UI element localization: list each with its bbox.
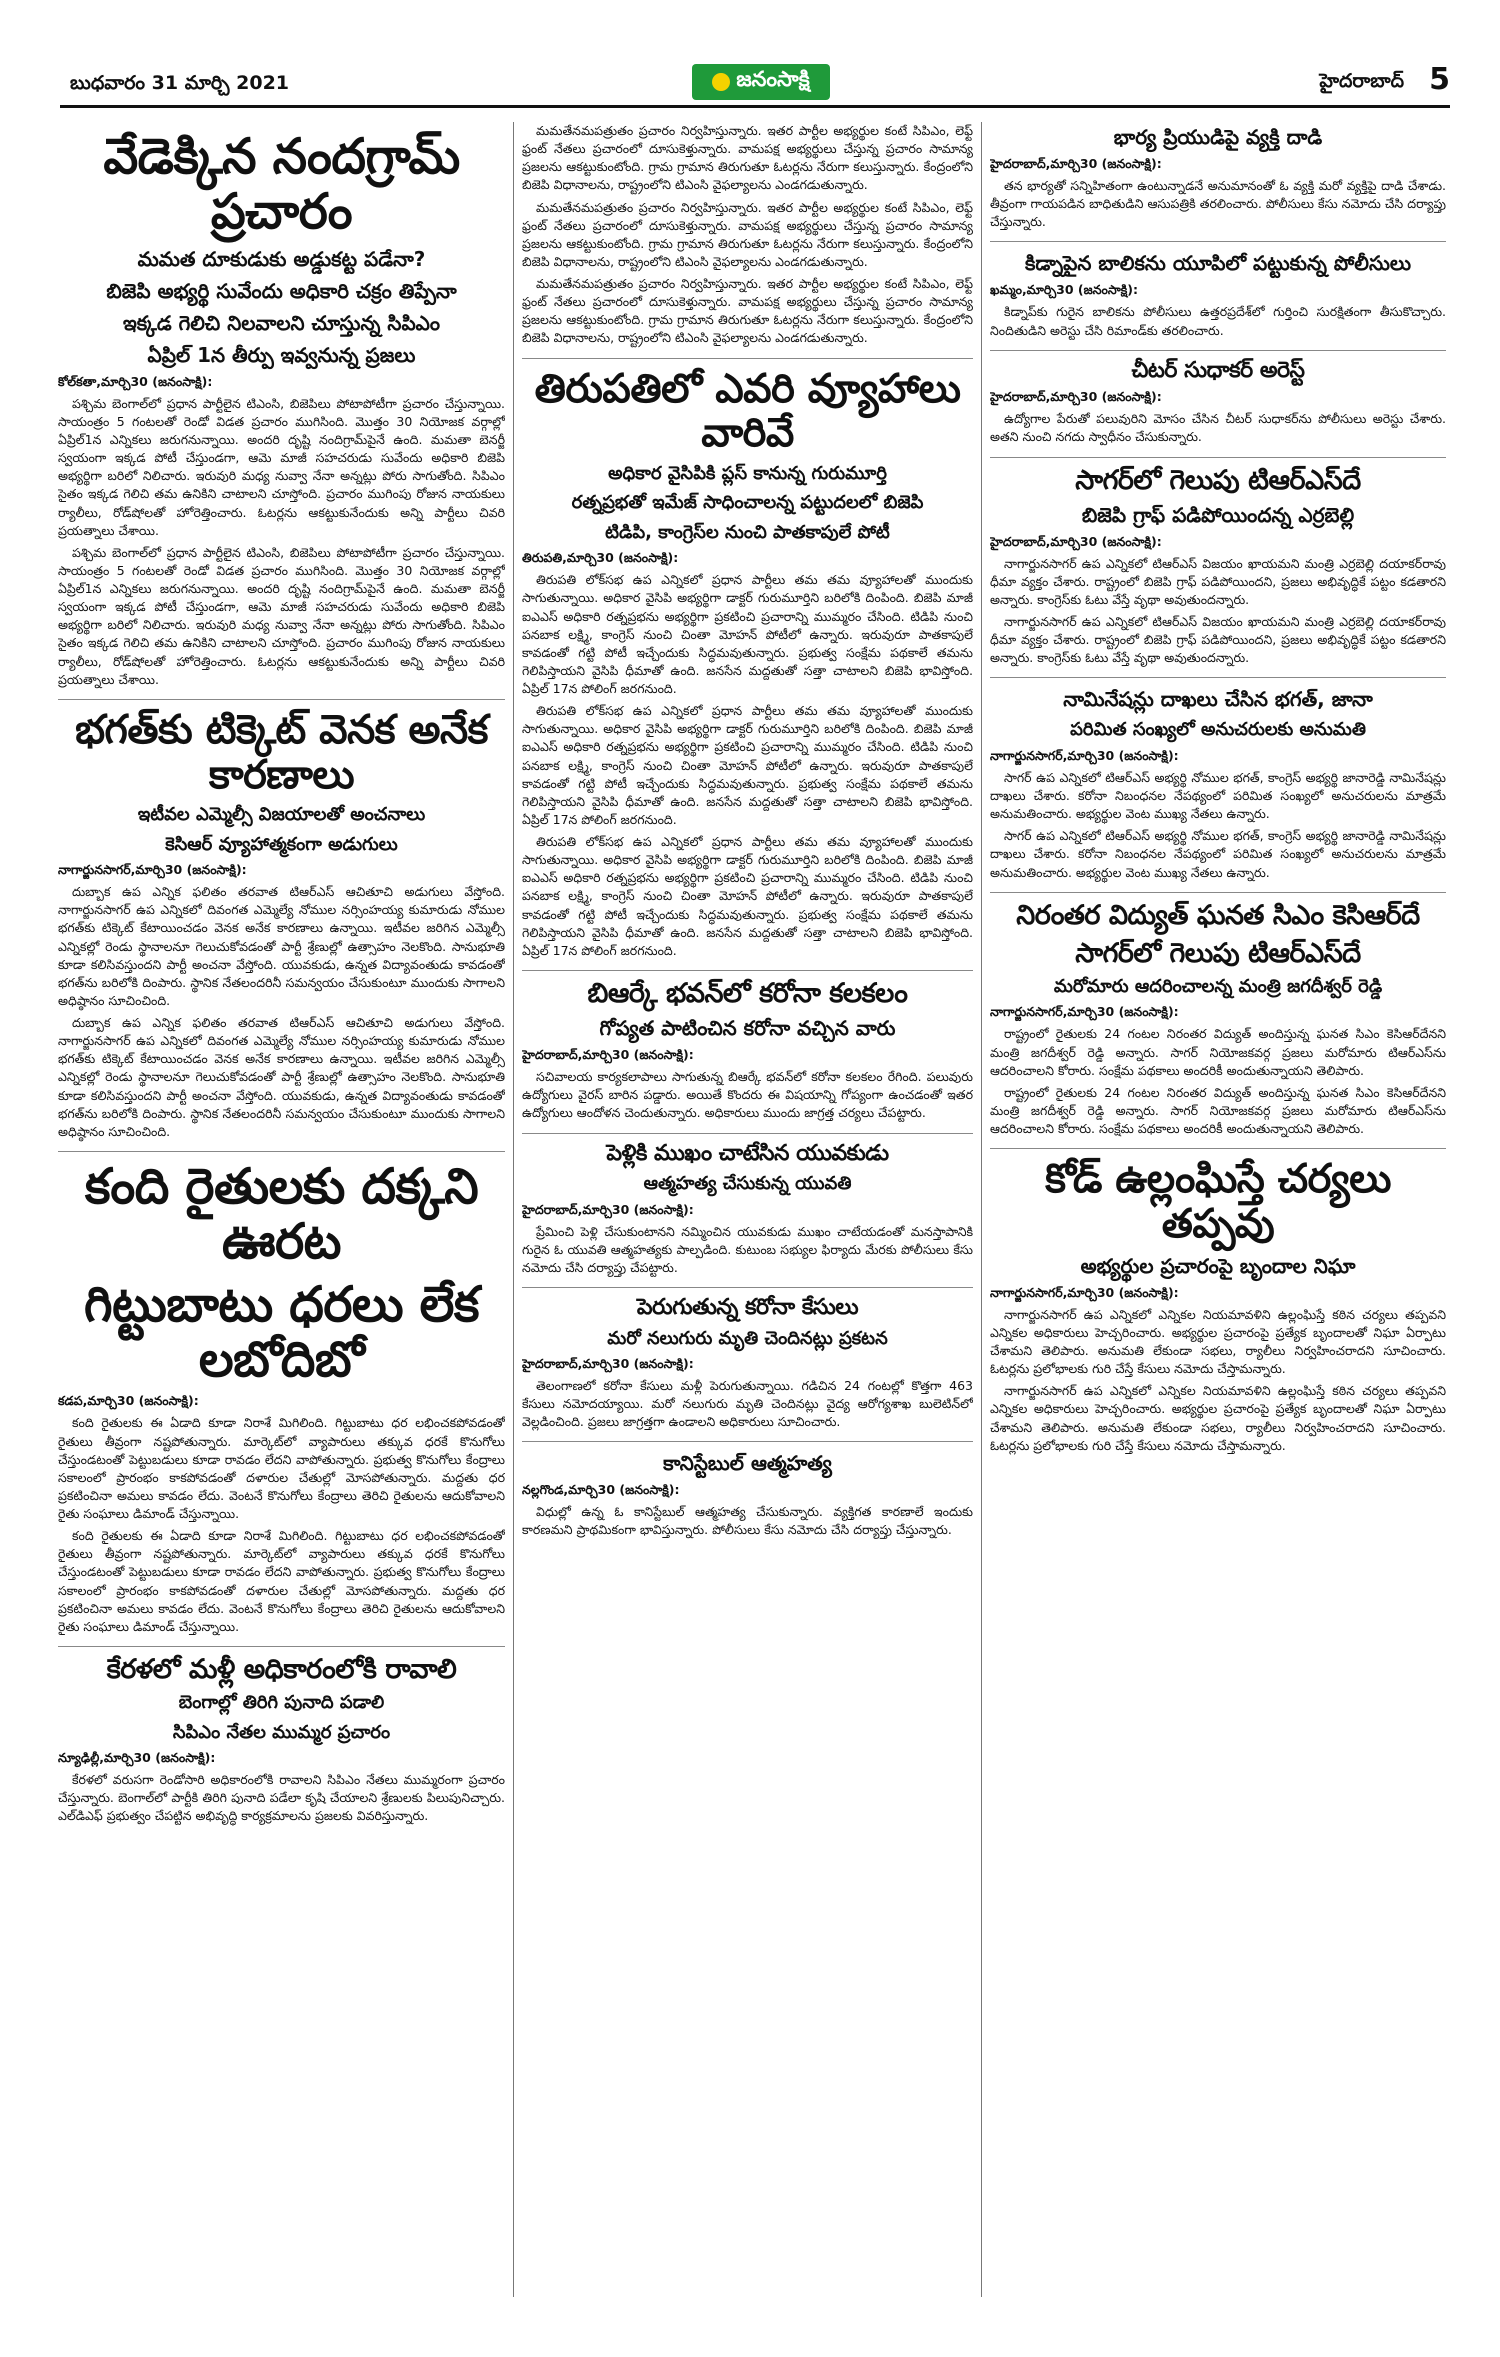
column-1 [58,122,505,2297]
article-nominations [990,686,1446,881]
deck: మమత దూకుడుకు అడ్డుకట్ట పడేనా? [137,246,426,271]
headline: తిరుపతిలో ఎవరి వ్యూహాలు వారివే [534,365,961,457]
deck: బెంగాల్లో తిరిగి పునాది పడాలి [178,1692,385,1714]
dateline: నాగార్జునసాగర్‌,మార్చి30 (జనంసాక్షి): [990,747,1179,763]
article-body: నాగార్జునసాగర్‌ ఉప ఎన్నికలో ఎన్నికల నియమావళిని ఉల్లంఘిస్తే కఠిన చర్యలు తప్పవని ఎన్నికల అధికారులు హెచ్చరించారు. అభ్యర్థుల ప్రచారంపై ప్రత్యేక బృందాలతో నిఘా ఏర్పాటు చేశామని తెలిపారు. అనుమతి లేకుండా సభలు, ర్యాలీలు నిర్వహించరాదని సూచించారు. ఓటర్లను ప్రలోభాలకు గురి చేస్తే కేసులు నమోదు చేస్తామన్నారు. [990,1383,1446,1453]
headline: భగత్‌కు టిక్కెట్‌ వెనక అనేక కారణాలు [75,706,488,798]
article-body: దుబ్బాక ఉప ఎన్నిక ఫలితం తరవాత టిఆర్‌ఎస్‌ ఆచితూచి అడుగులు వేస్తోంది. నాగార్జునసాగర్‌ ఉప ఎన్నికలో దివంగత ఎమ్మెల్యే నోముల నర్సింహయ్య కుమారుడు నోముల భగత్‌కు టిక్కెట్‌ కేటాయించడం వెనక అనేక కారణాలు ఉన్నాయి. ఇటీవల జరిగిన ఎమ్మెల్సీ ఎన్నికల్లో రెండు స్థానాలనూ గెలుచుకోవడంతో పార్టీ శ్రేణుల్లో ఉత్సాహం నెలకొంది. సానుభూతి కూడా కలిసివస్తుందని పార్టీ అంచనా వేస్తోంది. యువకుడు, ఉన్నత విద్యావంతుడు కావడంతో భగత్‌ను బరిలోకి దింపారు. స్థానిక నేతలందరినీ సమన్వయం చేసుకుంటూ ముందుకు సాగాలని అధిష్ఠానం సూచించింది. [58,884,505,1008]
article-nandigram [58,130,505,689]
article-body: తిరుపతి లోక్‌సభ ఉప ఎన్నికలో ప్రధాన పార్టీలు తమ తమ వ్యూహాలతో ముందుకు సాగుతున్నాయి. అధికార వైసిపి అభ్యర్థిగా డాక్టర్‌ గురుమూర్తిని బరిలోకి దింపింది. బిజెపి మాజీ ఐఎఎస్‌ అధికారి రత్నప్రభను అభ్యర్థిగా ప్రకటించి ప్రచారాన్ని ముమ్మరం చేసింది. టిడిపి నుంచి పనబాక లక్ష్మి, కాంగ్రెస్‌ నుంచి చింతా మోహన్‌ పోటీలో ఉన్నారు. ఇరువురూ పాతకాపులే కావడంతో గట్టి పోటీ ఇచ్చేందుకు సిద్ధమవుతున్నారు. ప్రభుత్వ సంక్షేమ పథకాలే తమను గెలిపిస్తాయని వైసిపి ధీమాతో ఉంది. జనసేన మద్దతుతో సత్తా చాటాలని బిజెపి భావిస్తోంది. ఏప్రిల్‌ 17న పోలింగ్‌ జరగనుంది. [522,572,973,697]
headline: కిడ్నాపైన బాలికను యూపిలో పట్టుకున్న పోలీసులు [1024,251,1412,276]
column-divider [981,122,982,2297]
article-kidnap [990,250,1446,339]
divider [522,1441,973,1442]
dateline: హైదరాబాద్‌,మార్చి30 (జనంసాక్షి): [522,1201,694,1217]
article-attack [990,124,1446,231]
deck: ఇటీవల ఎమ్మెల్సీ విజయాలతో అంచనాలు [137,804,426,826]
deck: రత్నప్రభతో ఇమేజ్‌ సాధించాలన్న పట్టుదలలో బిజెపి [571,492,924,514]
masthead-rule [60,105,1450,108]
divider [522,1133,973,1134]
article-body: విధుల్లో ఉన్న ఓ కానిస్టేబుల్‌ ఆత్మహత్య చేసుకున్నారు. వ్యక్తిగత కారణాలే ఇందుకు కారణమని ప్రాథమికంగా భావిస్తున్నారు. పోలీసులు కేసు నమోదు చేసి దర్యాప్తు చేస్తున్నారు. [522,1504,973,1538]
divider [58,699,505,700]
article-body: తిరుపతి లోక్‌సభ ఉప ఎన్నికలో ప్రధాన పార్టీలు తమ తమ వ్యూహాలతో ముందుకు సాగుతున్నాయి. అధికార వైసిపి అభ్యర్థిగా డాక్టర్‌ గురుమూర్తిని బరిలోకి దింపింది. బిజెపి మాజీ ఐఎఎస్‌ అధికారి రత్నప్రభను అభ్యర్థిగా ప్రకటించి ప్రచారాన్ని ముమ్మరం చేసింది. టిడిపి నుంచి పనబాక లక్ష్మి, కాంగ్రెస్‌ నుంచి చింతా మోహన్‌ పోటీలో ఉన్నారు. ఇరువురూ పాతకాపులే కావడంతో గట్టి పోటీ ఇచ్చేందుకు సిద్ధమవుతున్నారు. ప్రభుత్వ సంక్షేమ పథకాలే తమను గెలిపిస్తాయని వైసిపి ధీమాతో ఉంది. జనసేన మద్దతుతో సత్తా చాటాలని బిజెపి భావిస్తోంది. ఏప్రిల్‌ 17న పోలింగ్‌ జరగనుంది. [522,703,973,827]
deck: ఆత్మహత్య చేసుకున్న యువతి [643,1173,852,1195]
article-body: కంది రైతులకు ఈ ఏడాది కూడా నిరాశే మిగిలింది. గిట్టుబాటు ధర లభించకపోవడంతో రైతులు తీవ్రంగా నష్టపోతున్నారు. మార్కెట్‌లో వ్యాపారులు తక్కువ ధరకే కొనుగోలు చేస్తుండటంతో పెట్టుబడులు కూడా రావడం లేదని వాపోతున్నారు. ప్రభుత్వ కొనుగోలు కేంద్రాలు సకాలంలో ప్రారంభం కాకపోవడంతో దళారుల చేతుల్లో మోసపోతున్నారు. మద్దతు ధర ప్రకటించినా అమలు కావడం లేదు. వెంటనే కొనుగోలు కేంద్రాలు తెరిచి రైతులను ఆదుకోవాలని రైతు సంఘాలు డిమాండ్‌ చేస్తున్నాయి. [58,1415,505,1521]
deck: కెసిఆర్‌ వ్యూహాత్మకంగా అడుగులు [165,833,398,855]
article-brk-bhavan [522,979,973,1123]
article-tirupati [522,367,973,960]
article-body: కంది రైతులకు ఈ ఏడాది కూడా నిరాశే మిగిలింది. గిట్టుబాటు ధర లభించకపోవడంతో రైతులు తీవ్రంగా నష్టపోతున్నారు. మార్కెట్‌లో వ్యాపారులు తక్కువ ధరకే కొనుగోలు చేస్తుండటంతో పెట్టుబడులు కూడా రావడం లేదని వాపోతున్నారు. ప్రభుత్వ కొనుగోలు కేంద్రాలు సకాలంలో ప్రారంభం కాకపోవడంతో దళారుల చేతుల్లో మోసపోతున్నారు. మద్దతు ధర ప్రకటించినా అమలు కావడం లేదు. వెంటనే కొనుగోలు కేంద్రాలు తెరిచి రైతులను ఆదుకోవాలని రైతు సంఘాలు డిమాండ్‌ చేస్తున్నాయి. [58,1528,505,1634]
article-kerala [58,1655,505,1825]
article-body: పశ్చిమ బెంగాల్‌లో ప్రధాన పార్టీలైన టిఎంసి, బిజెపిలు పోటాపోటీగా ప్రచారం చేస్తున్నాయి. సాయంత్రం 5 గంటలతో రెండో విడత ప్రచారం ముగిసింది. మొత్తం 30 నియోజక వర్గాల్లో ఏప్రిల్‌1న ఎన్నికలు జరుగనున్నాయి. అందరి దృష్టి నందిగ్రామ్‌పైనే ఉంది. మమతా బెనర్జీ స్వయంగా ఇక్కడ పోటీ చేస్తుండగా, ఆమె మాజీ సహచరుడు సువేందు అధికారి బిజెపి అభ్యర్థిగా బరిలో నిలిచారు. ఇరువురి మధ్య నువ్వా నేనా అన్నట్లు పోరు సాగుతోంది. సిపిఎం సైతం ఇక్కడ గెలిచి తమ ఉనికిని చాటాలని చూస్తోంది. ప్రచారం ముగింపు రోజున నాయకులు ర్యాలీలు, రోడ్‌షోలతో హోరెత్తించారు. ఓటర్లను ఆకట్టుకునేందుకు అన్ని పార్టీలు చివరి ప్రయత్నాలు చేశాయి. [58,544,505,687]
headline: గిట్టుబాటు ధరలు లేక లబోదిబో [84,1275,479,1388]
dateline: ఖమ్మం,మార్చి30 (జనంసాక్షి): [990,282,1138,298]
divider [58,1151,505,1152]
article-body: దుబ్బాక ఉప ఎన్నిక ఫలితం తరవాత టిఆర్‌ఎస్‌ ఆచితూచి అడుగులు వేస్తోంది. నాగార్జునసాగర్‌ ఉప ఎన్నికలో దివంగత ఎమ్మెల్యే నోముల నర్సింహయ్య కుమారుడు నోముల భగత్‌కు టిక్కెట్‌ కేటాయించడం వెనక అనేక కారణాలు ఉన్నాయి. ఇటీవల జరిగిన ఎమ్మెల్సీ ఎన్నికల్లో రెండు స్థానాలనూ గెలుచుకోవడంతో పార్టీ శ్రేణుల్లో ఉత్సాహం నెలకొంది. సానుభూతి కూడా కలిసివస్తుందని పార్టీ అంచనా వేస్తోంది. యువకుడు, ఉన్నత విద్యావంతుడు కావడంతో భగత్‌ను బరిలోకి దింపారు. స్థానిక నేతలందరినీ సమన్వయం చేసుకుంటూ ముందుకు సాగాలని అధిష్ఠానం సూచించింది. [58,1015,505,1139]
article-body: నాగార్జునసాగర్‌ ఉప ఎన్నికలో టిఆర్‌ఎస్‌ విజయం ఖాయమని మంత్రి ఎర్రబెల్లి దయాకర్‌రావు ధీమా వ్యక్తం చేశారు. రాష్ట్రంలో బిజెపి గ్రాఫ్‌ పడిపోయిందని, ప్రజలు అభివృద్ధికే పట్టం కడతారని అన్నారు. కాంగ్రెస్‌కు ఓటు వేస్తే వృథా అవుతుందన్నారు. [990,614,1446,666]
article-suicide [522,1142,973,1277]
article-body: సచివాలయ కార్యకలాపాలు సాగుతున్న బిఆర్కే భవన్‌లో కరోనా కలకలం రేగింది. పలువురు ఉద్యోగులు వైరస్‌ బారిన పడ్డారు. అయితే కొందరు ఈ విషయాన్ని గోప్యంగా ఉంచడంతో ఇతర ఉద్యోగులు ఆందోళన చెందుతున్నారు. అధికారులు ముందు జాగ్రత్త చర్యలు చేపట్టారు. [522,1069,973,1121]
dateline: హైదరాబాద్‌,మార్చి30 (జనంసాక్షి): [522,1047,694,1063]
divider [990,677,1446,678]
divider [990,457,1446,458]
deck: సిపిఎం నేతల ముమ్మర ప్రచారం [172,1721,391,1743]
article-body: మమతేనమపత్రుతం ప్రచారం నిర్వహిస్తున్నారు. ఇతర పార్టీల అభ్యర్థుల కంటే సిపిఎం, లెఫ్ట్‌ ఫ్రంట్‌ నేతలు ప్రచారంలో దూసుకెళ్తున్నారు. వామపక్ష అభ్యర్థులు చేస్తున్న ప్రచారం సామాన్య ప్రజలను ఆకట్టుకుంటోంది. గ్రామ గ్రామాన తిరుగుతూ ఓటర్లను నేరుగా కలుస్తున్నారు. కేంద్రంలోని బిజెపి విధానాలను, రాష్ట్రంలోని టిఎంసి వైఫల్యాలను ఎండగడుతున్నారు. [522,199,973,269]
headline: సాగర్‌లో గెలుపు టిఆర్‌ఎస్‌దే [1075,464,1361,496]
page-number: 5 [1429,62,1450,97]
column-2 [522,122,973,2297]
deck: మరోమారు ఆదరించాలన్న మంత్రి జగదీశ్వర్‌ రెడ్డి [1053,976,1383,998]
article-body: తెలంగాణలో కరోనా కేసులు మళ్లీ పెరుగుతున్నాయి. గడిచిన 24 గంటల్లో కొత్తగా 463 కేసులు నమోదయ్యాయి. మరో నలుగురు మృతి చెందినట్లు వైద్య ఆరోగ్యశాఖ బులెటిన్‌లో వెల్లడించింది. ప్రజలు జాగ్రత్తగా ఉండాలని అధికారులు సూచించారు. [522,1377,973,1430]
article-power-supply [990,901,1446,1139]
newspaper-logo [692,64,830,100]
divider [990,241,1446,242]
article-cheater [990,359,1446,447]
article-body: నాగార్జునసాగర్‌ ఉప ఎన్నికలో ఎన్నికల నియమావళిని ఉల్లంఘిస్తే కఠిన చర్యలు తప్పవని ఎన్నికల అధికారులు హెచ్చరించారు. అభ్యర్థుల ప్రచారంపై ప్రత్యేక బృందాలతో నిఘా ఏర్పాటు చేశామని తెలిపారు. అనుమతి లేకుండా సభలు, ర్యాలీలు నిర్వహించరాదని సూచించారు. ఓటర్లను ప్రలోభాలకు గురి చేస్తే కేసులు నమోదు చేస్తామన్నారు. [990,1306,1446,1377]
deck: మరో నలుగురు మృతి చెందినట్లు ప్రకటన [607,1327,888,1349]
masthead [60,58,1450,108]
headline: పెరుగుతున్న కరోనా కేసులు [636,1294,859,1320]
article-code-violation [990,1157,1446,1455]
article-body: రాష్ట్రంలో రైతులకు 24 గంటల నిరంతర విద్యుత్‌ అందిస్తున్న ఘనత సిఎం కెసిఆర్‌దేనని మంత్రి జగదీశ్వర్‌ రెడ్డి అన్నారు. సాగర్‌ నియోజకవర్గ ప్రజలు మరోమారు టిఆర్‌ఎస్‌ను ఆదరించాలని కోరారు. సంక్షేమ పథకాలు అందరికీ అందుతున్నాయని తెలిపారు. [990,1026,1446,1078]
article-corona-cases [522,1296,973,1431]
article-body: మమతేనమపత్రుతం ప్రచారం నిర్వహిస్తున్నారు. ఇతర పార్టీల అభ్యర్థుల కంటే సిపిఎం, లెఫ్ట్‌ ఫ్రంట్‌ నేతలు ప్రచారంలో దూసుకెళ్తున్నారు. వామపక్ష అభ్యర్థులు చేస్తున్న ప్రచారం సామాన్య ప్రజలను ఆకట్టుకుంటోంది. గ్రామ గ్రామాన తిరుగుతూ ఓటర్లను నేరుగా కలుస్తున్నారు. కేంద్రంలోని బిజెపి విధానాలను, రాష్ట్రంలోని టిఎంసి వైఫల్యాలను ఎండగడుతున్నారు. [522,276,973,346]
divider [522,1287,973,1288]
dateline: హైదరాబాద్‌,మార్చి30 (జనంసాక్షి): [990,156,1162,171]
deck: ఇక్కడ గెలిచి నిలవాలని చూస్తున్న సిపిఎం [122,310,441,335]
article-body: కిడ్నాప్‌కు గురైన బాలికను పోలీసులు ఉత్తరప్రదేశ్‌లో గుర్తించి సురక్షితంగా తీసుకొచ్చారు. నిందితుడిని అరెస్టు చేసి రిమాండ్‌కు తరలించారు. [990,304,1446,338]
divider [522,358,973,359]
headline: పెళ్లికి ముఖం చాటేసిన యువకుడు [606,1140,889,1166]
headline: చీటర్‌ సుధాకర్‌ అరెస్ట్‌ [1131,357,1305,383]
article-body: నాగార్జునసాగర్‌ ఉప ఎన్నికలో టిఆర్‌ఎస్‌ విజయం ఖాయమని మంత్రి ఎర్రబెల్లి దయాకర్‌రావు ధీమా వ్యక్తం చేశారు. రాష్ట్రంలో బిజెపి గ్రాఫ్‌ పడిపోయిందని, ప్రజలు అభివృద్ధికే పట్టం కడతారని అన్నారు. కాంగ్రెస్‌కు ఓటు వేస్తే వృథా అవుతుందన్నారు. [990,555,1446,607]
deck: గోప్యత పాటించిన కరోనా వచ్చిన వారు [599,1016,896,1041]
headline: నిరంతర విద్యుత్‌ ఘనత సిఎం కెసిఆర్‌దే [1016,899,1420,931]
article-continued [522,122,973,348]
dateline: నాగార్జునసాగర్‌,మార్చి30 (జనంసాక్షి): [990,1004,1179,1020]
headline: సాగర్‌లో గెలుపు టిఆర్‌ఎస్‌దే [1075,937,1361,969]
article-body: ప్రేమించి పెళ్లి చేసుకుంటానని నమ్మించిన యువకుడు ముఖం చాటేయడంతో మనస్తాపానికి గురైన ఓ యువతి ఆత్మహత్యకు పాల్పడింది. కుటుంబ సభ్యుల ఫిర్యాదు మేరకు పోలీసులు కేసు నమోదు చేసి దర్యాప్తు చేపట్టారు. [522,1223,973,1275]
deck: అభ్యర్థుల ప్రచారంపై బృందాల నిఘా [1080,1253,1356,1278]
edition-city: హైదరాబాద్ [1319,70,1404,92]
deck: బిజెపి అభ్యర్థి సువేందు అధికారి చక్రం తిప్పేనా [106,278,457,303]
headline: నామినేషన్లు దాఖలు చేసిన భగత్‌, జానా [1063,687,1373,712]
deck: అధికార వైసిపికి ప్లస్‌ కానున్న గురుమూర్తి [608,463,887,485]
column-divider [513,122,514,2297]
article-kandi-farmers [58,1157,505,1636]
deck: బిజెపి గ్రాఫ్‌ పడిపోయిందన్న ఎర్రబెల్లి [1081,502,1355,527]
article-body: తిరుపతి లోక్‌సభ ఉప ఎన్నికలో ప్రధాన పార్టీలు తమ తమ వ్యూహాలతో ముందుకు సాగుతున్నాయి. అధికార వైసిపి అభ్యర్థిగా డాక్టర్‌ గురుమూర్తిని బరిలోకి దింపింది. బిజెపి మాజీ ఐఎఎస్‌ అధికారి రత్నప్రభను అభ్యర్థిగా ప్రకటించి ప్రచారాన్ని ముమ్మరం చేసింది. టిడిపి నుంచి పనబాక లక్ష్మి, కాంగ్రెస్‌ నుంచి చింతా మోహన్‌ పోటీలో ఉన్నారు. ఇరువురూ పాతకాపులే కావడంతో గట్టి పోటీ ఇచ్చేందుకు సిద్ధమవుతున్నారు. ప్రభుత్వ సంక్షేమ పథకాలే తమను గెలిపిస్తాయని వైసిపి ధీమాతో ఉంది. జనసేన మద్దతుతో సత్తా చాటాలని బిజెపి భావిస్తోంది. ఏప్రిల్‌ 17న పోలింగ్‌ జరగనుంది. [522,834,973,958]
divider [990,892,1446,893]
dateline: హైదరాబాద్‌,మార్చి30 (జనంసాక్షి): [990,533,1162,549]
dateline: నాగార్జునసాగర్‌,మార్చి30 (జనంసాక్షి): [58,862,247,878]
article-bhagat-ticket [58,708,505,1141]
deck: టిడిపి, కాంగ్రెస్‌ల నుంచి పాతకాపులే పోటీ [605,521,890,543]
issue-date: బుధవారం 31 మార్చి 2021 [70,72,290,94]
headline: భార్య ప్రియుడిపై వ్యక్తి దాడి [1113,125,1323,149]
article-constable [522,1450,973,1539]
headline: బిఆర్కే భవన్‌లో కరోనా కలకలం [587,977,908,1009]
divider [522,970,973,971]
dateline: కోల్‌కతా,మార్చి30 (జనంసాక్షి): [58,373,213,389]
headline: కోడ్‌ ఉల్లంఘిస్తే చర్యలు తప్పవు [1045,1156,1391,1248]
dateline: కడప,మార్చి30 (జనంసాక్షి): [58,1393,199,1409]
dateline: నాగార్జునసాగర్‌,మార్చి30 (జనంసాక్షి): [990,1284,1179,1300]
article-body: సాగర్‌ ఉప ఎన్నికలో టిఆర్‌ఎస్‌ అభ్యర్థి నోముల భగత్‌, కాంగ్రెస్‌ అభ్యర్థి జానారెడ్డి నామినేషన్లు దాఖలు చేశారు. కరోనా నిబంధనల నేపథ్యంలో పరిమిత సంఖ్యలో అనుచరులను మాత్రమే అనుమతించారు. అభ్యర్థుల వెంట ముఖ్య నేతలు ఉన్నారు. [990,769,1446,822]
divider [990,350,1446,351]
headline: కానిస్టేబుల్‌ ఆత్మహత్య [663,1451,832,1476]
article-body: తన భార్యతో సన్నిహితంగా ఉంటున్నాడనే అనుమానంతో ఓ వ్యక్తి మరో వ్యక్తిపై దాడి చేశాడు. తీవ్రంగా గాయపడిన బాధితుడిని ఆసుపత్రికి తరలించారు. పోలీసులు కేసు నమోదు చేసి దర్యాప్తు చేస్తున్నారు. [990,178,1446,230]
article-body: సాగర్‌ ఉప ఎన్నికలో టిఆర్‌ఎస్‌ అభ్యర్థి నోముల భగత్‌, కాంగ్రెస్‌ అభ్యర్థి జానారెడ్డి నామినేషన్లు దాఖలు చేశారు. కరోనా నిబంధనల నేపథ్యంలో పరిమిత సంఖ్యలో అనుచరులను మాత్రమే అనుమతించారు. అభ్యర్థుల వెంట ముఖ్య నేతలు ఉన్నారు. [990,828,1446,880]
article-body: పశ్చిమ బెంగాల్‌లో ప్రధాన పార్టీలైన టిఎంసి, బిజెపిలు పోటాపోటీగా ప్రచారం చేస్తున్నాయి. సాయంత్రం 5 గంటలతో రెండో విడత ప్రచారం ముగిసింది. మొత్తం 30 నియోజక వర్గాల్లో ఏప్రిల్‌1న ఎన్నికలు జరుగనున్నాయి. అందరి దృష్టి నందిగ్రామ్‌పైనే ఉంది. మమతా బెనర్జీ స్వయంగా ఇక్కడ పోటీ చేస్తుండగా, ఆమె మాజీ సహచరుడు సువేందు అధికారి బిజెపి అభ్యర్థిగా బరిలో నిలిచారు. ఇరువురి మధ్య నువ్వా నేనా అన్నట్లు పోరు సాగుతోంది. సిపిఎం సైతం ఇక్కడ గెలిచి తమ ఉనికిని చాటాలని చూస్తోంది. ప్రచారం ముగింపు రోజున నాయకులు ర్యాలీలు, రోడ్‌షోలతో హోరెత్తించారు. ఓటర్లను ఆకట్టుకునేందుకు అన్ని పార్టీలు చివరి ప్రయత్నాలు చేశాయి. [58,395,505,538]
divider [58,1646,505,1647]
article-body: ఉద్యోగాల పేరుతో పలువురిని మోసం చేసిన చీటర్‌ సుధాకర్‌ను పోలీసులు అరెస్టు చేశారు. అతని నుంచి నగదు స్వాధీనం చేసుకున్నారు. [990,411,1446,445]
dateline: హైదరాబాద్‌,మార్చి30 (జనంసాక్షి): [522,1355,694,1371]
logo-emblem-icon [712,73,730,91]
dateline: తిరుపతి,మార్చి30 (జనంసాక్షి): [522,550,679,566]
article-body: రాష్ట్రంలో రైతులకు 24 గంటల నిరంతర విద్యుత్‌ అందిస్తున్న ఘనత సిఎం కెసిఆర్‌దేనని మంత్రి జగదీశ్వర్‌ రెడ్డి అన్నారు. సాగర్‌ నియోజకవర్గ ప్రజలు మరోమారు టిఆర్‌ఎస్‌ను ఆదరించాలని కోరారు. సంక్షేమ పథకాలు అందరికీ అందుతున్నాయని తెలిపారు. [990,1084,1446,1137]
dateline: న్యూఢిల్లీ,మార్చి30 (జనంసాక్షి): [58,1749,216,1765]
dateline: హైదరాబాద్‌,మార్చి30 (జనంసాక్షి): [990,389,1162,405]
divider [990,1148,1446,1149]
headline: వేడెక్కిన నందగ్రామ్‌ ప్రచారం [103,128,460,240]
deck: ఏప్రిల్‌ 1న తీర్పు ఇవ్వనున్న ప్రజలు [147,342,416,367]
deck: పరిమిత సంఖ్యలో అనుచరులకు అనుమతి [1070,719,1366,741]
dateline: నల్లగొండ,మార్చి30 (జనంసాక్షి): [522,1482,680,1498]
newspaper-name: జనంసాక్షి [736,67,810,91]
headline: కేరళలో మళ్లీ అధికారంలోకి రావాలి [106,1653,457,1685]
article-body: కేరళలో వరుసగా రెండోసారి అధికారంలోకి రావాలని సిపిఎం నేతలు ముమ్మరంగా ప్రచారం చేస్తున్నారు. బెంగాల్‌లో పార్టీకి తిరిగి పునాది పడేలా కృషి చేయాలని శ్రేణులకు పిలుపునిచ్చారు. ఎల్‌డిఎఫ్‌ ప్రభుత్వం చేపట్టిన అభివృద్ధి కార్యక్రమాలను ప్రజలకు వివరిస్తున్నారు. [58,1771,505,1824]
column-3 [990,122,1446,2297]
article-body: మమతేనమపత్రుతం ప్రచారం నిర్వహిస్తున్నారు. ఇతర పార్టీల అభ్యర్థుల కంటే సిపిఎం, లెఫ్ట్‌ ఫ్రంట్‌ నేతలు ప్రచారంలో దూసుకెళ్తున్నారు. వామపక్ష అభ్యర్థులు చేస్తున్న ప్రచారం సామాన్య ప్రజలను ఆకట్టుకుంటోంది. గ్రామ గ్రామాన తిరుగుతూ ఓటర్లను నేరుగా కలుస్తున్నారు. కేంద్రంలోని బిజెపి విధానాలను, రాష్ట్రంలోని టిఎంసి వైఫల్యాలను ఎండగడుతున్నారు. [522,123,973,193]
headline: కంది రైతులకు దక్కని ఊరట [84,1157,479,1270]
article-sagar-errabelli [990,466,1446,668]
